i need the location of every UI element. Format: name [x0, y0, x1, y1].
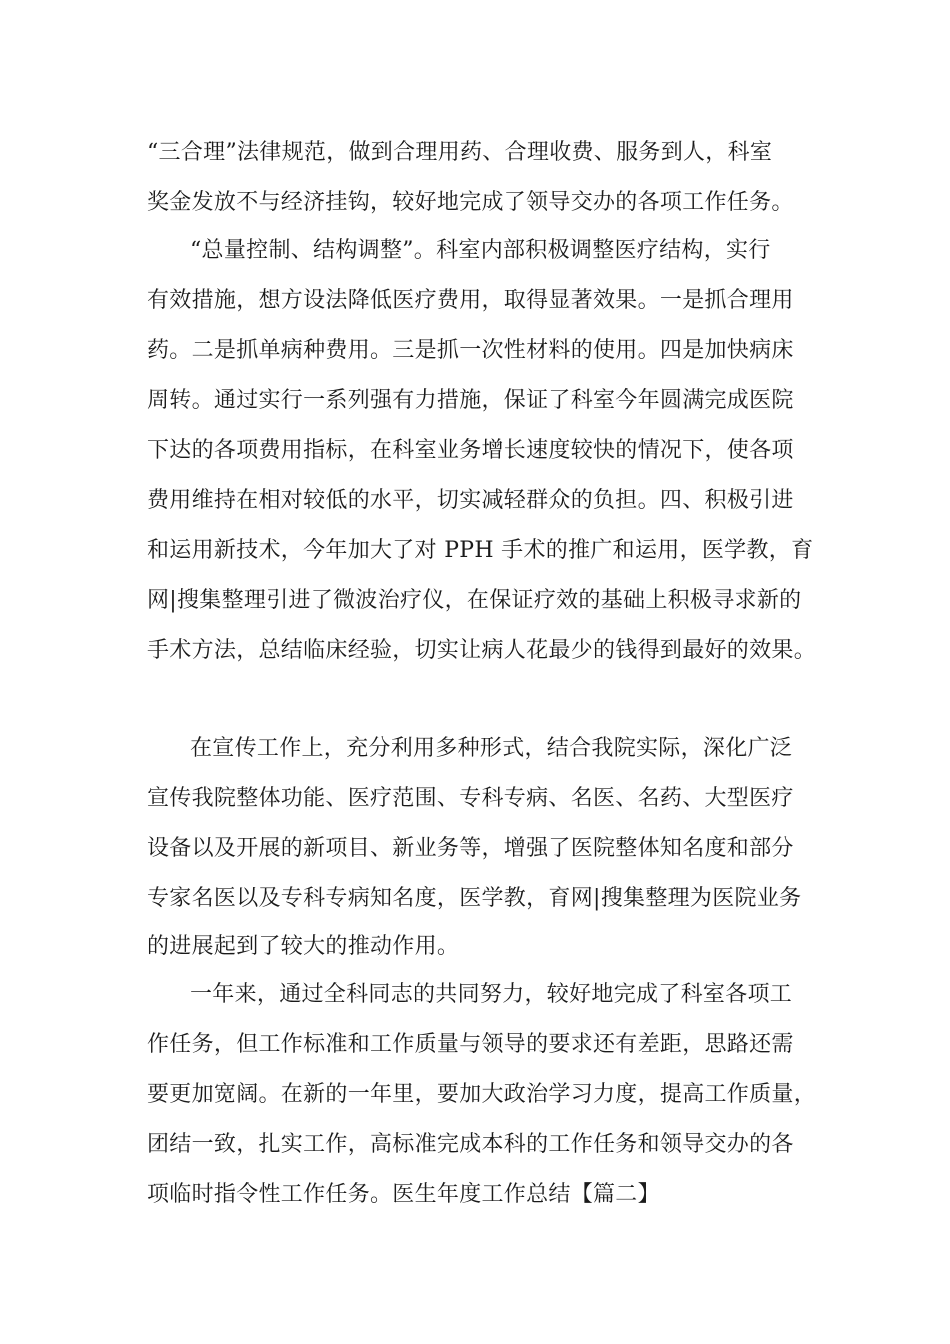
- text-line: 要更加宽阔。在新的一年里，要加大政治学习力度，提高工作质量，: [147, 1082, 817, 1107]
- text-line: 在宣传工作上，充分利用多种形式，结合我院实际，深化广泛: [190, 736, 793, 761]
- text-line: 费用维持在相对较低的水平，切实减轻群众的负担。四、积极引进: [147, 488, 794, 513]
- text-line: 团结一致，扎实工作，高标准完成本科的工作任务和领导交办的各: [147, 1132, 794, 1157]
- text-line: 项临时指令性工作任务。医生年度工作总结【篇二】: [147, 1182, 660, 1207]
- text-line: 和运用新技术，今年加大了对 PPH 手术的推广和运用，医学教，育: [147, 538, 814, 563]
- text-line: 一年来，通过全科同志的共同努力，较好地完成了科室各项工: [190, 982, 793, 1007]
- text-line: 药。二是抓单病种费用。三是抓一次性材料的使用。四是加快病床: [147, 338, 794, 363]
- text-line: “总量控制、结构调整”。科室内部积极调整医疗结构，实行: [190, 238, 771, 263]
- text-line: 的进展起到了较大的推动作用。: [147, 934, 460, 959]
- text-line: 有效措施，想方设法降低医疗费用，取得显著效果。一是抓合理用: [147, 288, 794, 313]
- text-line: 周转。通过实行一系列强有力措施，保证了科室今年圆满完成医院: [147, 388, 794, 413]
- text-line: 奖金发放不与经济挂钩，较好地完成了领导交办的各项工作任务。: [147, 190, 794, 215]
- text-line: “三合理”法律规范，做到合理用药、合理收费、服务到人，科室: [147, 140, 773, 165]
- text-line: 专家名医以及专科专病知名度，医学教，育网|搜集整理为医院业务: [147, 886, 802, 911]
- text-line: 手术方法，总结临床经验，切实让病人花最少的钱得到最好的效果。: [147, 638, 817, 663]
- text-line: 设备以及开展的新项目、新业务等，增强了医院整体知名度和部分: [147, 836, 794, 861]
- text-line: 作任务，但工作标准和工作质量与领导的要求还有差距，思路还需: [147, 1032, 794, 1057]
- text-line: 下达的各项费用指标，在科室业务增长速度较快的情况下，使各项: [147, 438, 794, 463]
- text-line: 宣传我院整体功能、医疗范围、专科专病、名医、名药、大型医疗: [147, 786, 794, 811]
- text-line: 网|搜集整理引进了微波治疗仪，在保证疗效的基础上积极寻求新的: [147, 588, 802, 613]
